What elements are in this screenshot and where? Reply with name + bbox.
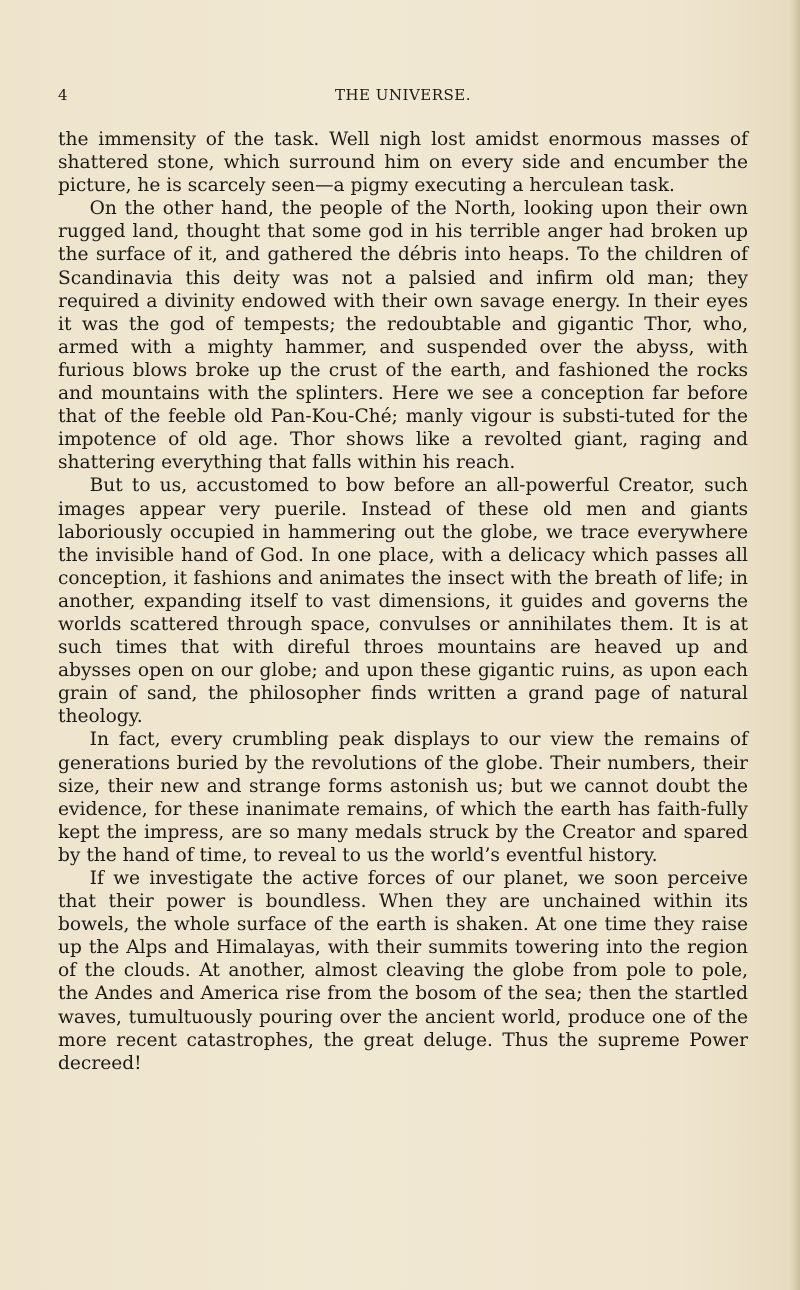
page-edge-shadow: [790, 0, 800, 1290]
paragraph-3: But to us, accustomed to bow before an all-powerful Creator, such images appear very puerile. Instead of these old men and giants laboriously occupied in hammering out the globe, we trace everywhere the invisible hand of God. In one place, with a delicacy which passes all conception, it fashions and animates the insect with the breath of life; in another, expanding itself to vast dimensions, it guides and governs the worlds scattered through space, convulses or annihilates them. It is at such times that with direful throes mountains are heaved up and abysses open on our globe; and upon these gigantic ruins, as upon each grain of sand, the philosopher finds written a grand page of natural theology.: [58, 475, 748, 728]
paragraph-4: In fact, every crumbling peak displays to our view the remains of generations buried by the revolutions of the globe. Their numbers, their size, their new and strange forms astonish us; but we cannot doubt the evidence, for these inanimate remains, of which the earth has faith-fully kept the impress, are so many medals struck by the Creator and spared by the hand of time, to reveal to us the world’s eventful history.: [58, 729, 748, 866]
paragraph-1: the immensity of the task. Well nigh lost amidst enormous masses of shattered stone, which surround him on every side and encumber the picture, he is scarcely seen—a pigmy executing a herculean task.: [58, 129, 748, 197]
paragraph-2: On the other hand, the people of the North, looking upon their own rugged land, thought that some god in his terrible anger had broken up the surface of it, and gathered the débris into heaps. To the children of Scandinavia this deity was not a palsied and infirm old man; they required a divinity endowed with their own savage energy. In their eyes it was the god of tempests; the redoubtable and gigantic Thor, who, armed with a mighty hammer, and suspended over the abyss, with furious blows broke up the crust of the earth, and fashioned the rocks and mountains with the splinters. Here we see a conception far before that of the feeble old Pan-Kou-Ché; manly vigour is substi-tuted for the impotence of old age. Thor shows like a revolted giant, raging and shattering everything that falls within his reach.: [58, 198, 748, 474]
paragraph-5: If we investigate the active forces of our planet, we soon perceive that their power is boundless. When they are unchained within its bowels, the whole surface of the earth is shaken. At one time they raise up the Alps and Himalayas, with their summits towering into the region of the clouds. At another, almost cleaving the globe from pole to pole, the Andes and America rise from the bosom of the sea; then the startled waves, tumultuously pouring over the ancient world, produce one of the more recent catastrophes, the great deluge. Thus the supreme Power decreed!: [58, 868, 748, 1074]
page-number: 4: [58, 86, 69, 104]
page-header: [58, 86, 748, 108]
body-text: [58, 128, 748, 1075]
running-title: THE UNIVERSE.: [334, 86, 472, 104]
